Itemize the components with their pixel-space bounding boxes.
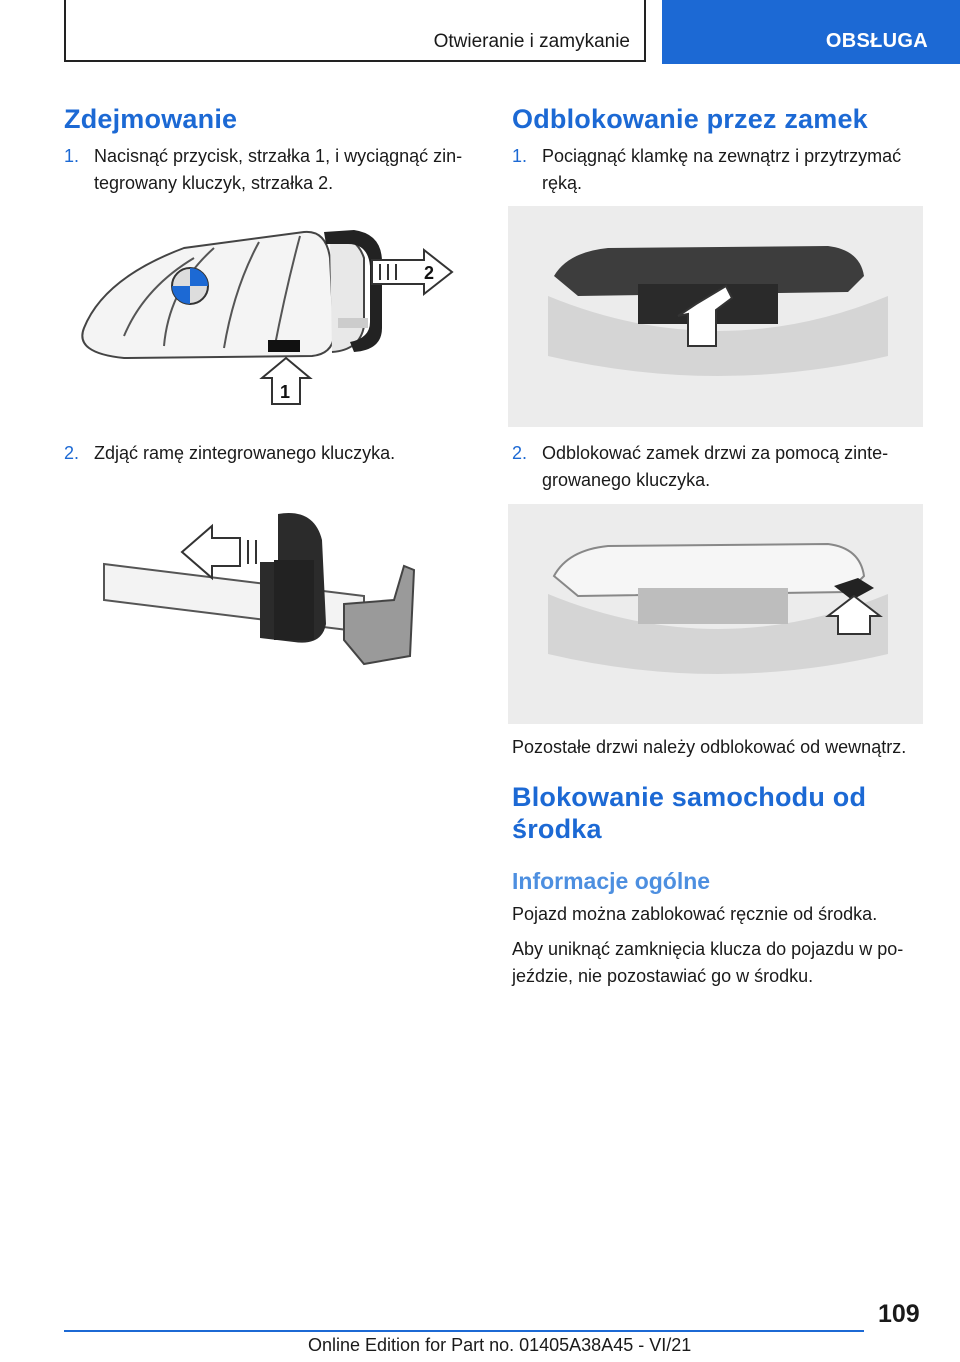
right-column-step2 xyxy=(512,440,924,494)
right-column xyxy=(512,100,924,197)
door-handle-pull-illustration xyxy=(508,206,923,427)
arrow-2-label: 2 xyxy=(424,263,435,283)
right-column-lower xyxy=(512,734,924,990)
step-number: 2. xyxy=(512,443,528,463)
step-number: 1. xyxy=(512,146,528,166)
step-text: Odblokować zamek drzwi za pomocą zintegrowanego kluczyka. xyxy=(542,443,889,490)
door-handle-pull-drawing xyxy=(508,206,923,427)
left-column xyxy=(64,100,476,197)
key-blade-illustration xyxy=(64,500,476,670)
left-column-lower xyxy=(64,440,476,467)
key-fob-drawing xyxy=(64,218,476,408)
step-number: 2. xyxy=(64,443,80,463)
door-lock-key-illustration xyxy=(508,504,923,724)
heading-blokowanie: Blokowanie samochodu od środka xyxy=(512,782,867,844)
edition-info: Online Edition for Part no. 01405A38A45 - VI/21 xyxy=(308,1335,692,1355)
step-text: Nacisnąć przycisk, strzałka 1, i wyciągnąć zintegrowany kluczyk, strzałka 2. xyxy=(94,146,463,193)
step-2-right xyxy=(512,440,924,494)
step-text: Pociągnąć klamkę na zewnątrz i przytrzymać ręką. xyxy=(542,146,902,193)
step-text: Zdjąć ramę zintegrowanego kluczyka. xyxy=(94,443,396,463)
arrow-2 xyxy=(372,250,452,294)
arrow-1-label: 1 xyxy=(280,382,291,402)
page-number: 109 xyxy=(878,1300,920,1328)
door-lock-key-drawing xyxy=(508,504,923,724)
chapter-tab: OBSŁUGA xyxy=(662,0,960,64)
section-title-box xyxy=(64,0,646,62)
section-title: Otwieranie i zamykanie xyxy=(433,31,630,52)
step-1-left xyxy=(64,143,476,197)
step-number: 1. xyxy=(64,146,80,166)
footer-divider xyxy=(64,1330,864,1332)
step-2-left xyxy=(64,440,476,467)
paragraph-key-warning: Aby uniknąć zamknięcia klucza do pojazdu w pojeździe, nie pozostawiać go w środku. xyxy=(512,939,904,986)
arrow-1 xyxy=(262,358,310,404)
step-1-right xyxy=(512,143,924,197)
heading-zdejmowanie: Zdejmowanie xyxy=(64,104,238,134)
subheading-informacje: Informacje ogólne xyxy=(512,868,711,894)
heading-odblokowanie: Odblokowanie przez zamek xyxy=(512,104,868,134)
paragraph-manual-lock: Pojazd można zablokować ręcznie od środka. xyxy=(512,904,878,924)
key-blade-drawing xyxy=(64,500,476,670)
note-other-doors: Pozostałe drzwi należy odblokować od wewnątrz. xyxy=(512,737,907,757)
page-header xyxy=(64,0,960,66)
arrow-left xyxy=(182,526,256,578)
key-fob-illustration xyxy=(64,218,476,408)
